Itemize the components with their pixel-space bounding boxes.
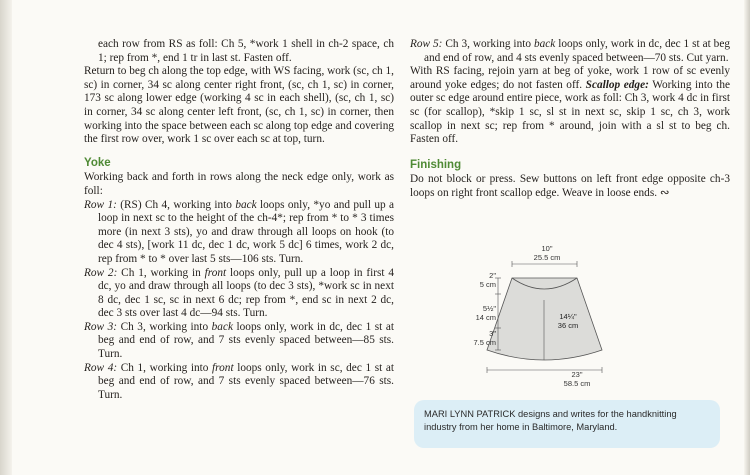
end-mark-icon: ∾: [659, 186, 670, 199]
yoke-intro: Working back and forth in rows along the neck edge only, work as foll:: [84, 171, 394, 197]
finishing-heading: Finishing: [410, 158, 462, 171]
bottom-width-label: 23" 58.5 cm: [563, 370, 591, 388]
top-width-label: 10" 25.5 cm: [533, 244, 561, 262]
lower-depth-label: 3" 7.5 cm: [473, 329, 496, 347]
edging-paragraph: Return to beg ch along the top edge, with WS facing, work (sc, ch 1, sc) in corner, 34 sc along center right front, (sc, ch 1, sc) in corner, 173 sc along lower edge (working 4 sc in each shell), (sc, ch 1, sc) in corner, 34 sc along center left front, (sc, ch 1, sc) in corner, then working into the space between each sc along top edge and covering the first row over, work 1 sc over each sc at top, turn.: [84, 65, 394, 146]
yoke-depth-label: 2" 5 cm: [479, 271, 496, 289]
mid-depth-label: 5½" 14 cm: [475, 304, 496, 322]
schematic-diagram: [452, 242, 622, 392]
center-length-label: 14¼" 36 cm: [557, 312, 579, 330]
page-edge-right: [744, 0, 750, 475]
scallop-paragraph: With RS facing, rejoin yarn at beg of yoke, work 1 row of sc evenly around yoke edges; do not fasten off. Scallop edge: Working into the outer sc edge around entire piece, work as foll: Ch 3, work 4 dc in first sc (for scallop), *skip 1 sc, sl st in next sc, skip 1 sc, ch 3, work scallop in next sc; rep from * around, join with a sl st to beg ch. Fasten off.: [410, 65, 730, 146]
yoke-heading: Yoke: [84, 156, 111, 169]
yoke-row-2: Row 2: Ch 1, working in front loops only, pull up a loop in first 4 dc, yo and draw through all loops (to dec 3 sts), *work sc in next 8 dc, dec 1 sc, sc in next 6 dc; rep from *, end sc in next 2 dc, dec 3 sts over last 4 dc—94 sts. Turn.: [84, 266, 394, 320]
designer-bio-box: [414, 400, 720, 448]
left-column: [84, 38, 394, 402]
yoke-row-3: Row 3: Ch 3, working into back loops only, work in dc, dec 1 st at beg and end of row, and 7 sts evenly spaced between—85 sts. Turn.: [84, 320, 394, 361]
yoke-row-4: Row 4: Ch 1, working into front loops only, work in sc, dec 1 st at beg and end of row, and 7 sts evenly spaced between—76 sts. Turn.: [84, 361, 394, 401]
yoke-row-5: Row 5: Ch 3, working into back loops only, work in dc, dec 1 st at beg and end of row, and 4 sts evenly spaced between—70 sts. Cut yarn.: [410, 38, 730, 64]
shell-row-paragraph: each row from RS as foll: Ch 5, *work 1 shell in ch-2 space, ch 1; rep from *, end 1 tr in last st. Fasten off.: [98, 38, 394, 64]
finishing-paragraph: Do not block or press. Sew buttons on left front edge opposite ch-3 loops on right front scallop edge. Weave in loose ends. ∾: [410, 173, 730, 199]
yoke-row-1: Row 1: (RS) Ch 4, working into back loops only, *yo and pull up a loop in next sc to the height of the ch-4*; rep from * to * 3 times more (in next 3 sts), yo and draw through all loops on hook (to dec 4 sts), [work 11 dc, dec 1 dc, work 5 dc] 6 times, work 2 dc, rep from * to * over last 5 sts—106 sts. Turn.: [84, 198, 395, 265]
designer-bio-text: MARI LYNN PATRICK designs and writes for the handknitting industry from her home in Baltimore, Maryland.: [424, 409, 677, 432]
right-column: [410, 38, 730, 201]
page-edge-left: [0, 0, 12, 475]
